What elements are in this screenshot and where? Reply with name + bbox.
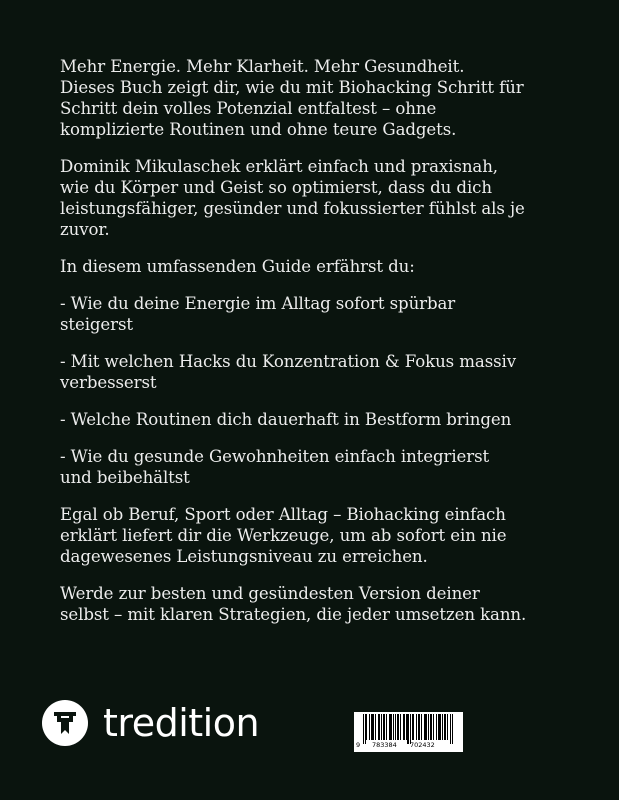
publisher-name: tredition [103,701,260,745]
barcode-bar [404,714,405,740]
barcode-bar [425,714,426,740]
paragraph [60,446,526,488]
text-line: verbesserst [60,373,157,392]
barcode-bar [410,714,411,744]
text-line: Schritt dein volles Potenzial entfaltest – ohne [60,99,437,118]
barcode-bar [444,714,445,740]
barcode-bar [397,714,398,740]
barcode-bar [371,714,372,740]
barcode-bar [373,714,374,740]
barcode-bar [424,714,425,740]
text-line: - Wie du gesunde Gewohnheiten einfach integrierst [60,447,490,466]
barcode-bar [442,714,443,740]
barcode-bar [445,714,446,740]
text-line: Dieses Buch zeigt dir, wie du mit Biohacking Schritt für [60,78,524,97]
text-line: - Welche Routinen dich dauerhaft in Bestform bringen [60,410,512,429]
text-line: zuvor. [60,220,110,239]
barcode-bar [391,714,392,740]
text-line: leistungsfähiger, gesünder und fokussierter fühlst als je [60,199,525,218]
isbn-barcode [354,712,463,752]
barcode-bar [363,714,364,744]
barcode-bar [438,714,439,740]
barcode-bar [375,714,376,740]
barcode-bar [407,714,408,744]
barcode-bar [393,714,394,740]
barcode-bar [408,714,409,744]
paragraph [60,409,526,430]
publisher-logo [42,700,259,746]
text-line: komplizierte Routinen und ohne teure Gadgets. [60,120,457,139]
barcode-bar [418,714,419,740]
barcode-bar [398,714,399,740]
text-line: - Wie du deine Energie im Alltag sofort spürbar [60,294,456,313]
barcode-bar [406,714,407,740]
barcode-bar [395,714,396,740]
text-line: dagewesenes Leistungsniveau zu erreichen. [60,547,428,566]
tredition-logo-icon [42,700,88,746]
text-line: - Mit welchen Hacks du Konzentration & Fokus massiv [60,352,517,371]
paragraph [60,351,526,393]
barcode-bar [416,714,417,740]
barcode-bar [431,714,432,740]
barcode-bar [440,714,441,740]
paragraph [60,156,526,240]
barcode-bar [384,714,385,740]
text-line: Mehr Energie. Mehr Klarheit. Mehr Gesundheit. [60,57,465,76]
paragraph [60,293,526,335]
barcode-bar [426,714,427,740]
barcode-bar [372,714,373,740]
barcode-bar [383,714,384,740]
text-line: erklärt liefert dir die Werkzeuge, um ab sofort ein nie [60,526,507,545]
text-line: wie du Körper und Geist so optimierst, dass du dich [60,178,492,197]
text-line: In diesem umfassenden Guide erfährst du: [60,257,415,276]
barcode-bar [366,714,367,740]
text-line: steigerst [60,315,133,334]
blurb-text [60,56,526,641]
barcode-bar [389,714,390,740]
barcode-bar [428,714,429,740]
paragraph [60,56,526,140]
barcode-bar [436,714,437,740]
text-line: Werde zur besten und gesündesten Version deiner [60,584,480,603]
barcode-bar [413,714,414,740]
text-line: selbst – mit klaren Strategien, die jeder umsetzen kann. [60,605,527,624]
barcode-bar [450,714,451,744]
barcode-bar [421,714,422,740]
barcode-bar [419,714,420,740]
text-line: Dominik Mikulaschek erklärt einfach und praxisnah, [60,157,498,176]
barcode-lead-digit: 9 [356,741,361,749]
barcode-right-digits: 702432 [410,741,435,749]
barcode-bar [412,714,413,740]
barcode-bar [390,714,391,740]
text-line: und beibehältst [60,468,190,487]
barcode-bar [439,714,440,740]
barcode-bar [379,714,380,740]
paragraph [60,256,526,277]
barcode-bar [365,714,366,744]
barcode-bar [378,714,379,740]
barcode-left-digits: 783384 [372,741,397,749]
barcode-bar [452,714,453,744]
barcode-bar [386,714,387,740]
barcode-bar [369,714,370,740]
barcode-bar [403,714,404,740]
barcode-bar [433,714,434,740]
barcode-bar [447,714,448,740]
barcode-bar [430,714,431,740]
text-line: Egal ob Beruf, Sport oder Alltag – Biohacking einfach [60,505,506,524]
barcode-bar [381,714,382,740]
paragraph [60,583,526,625]
barcode-bar [400,714,401,740]
paragraph [60,504,526,567]
